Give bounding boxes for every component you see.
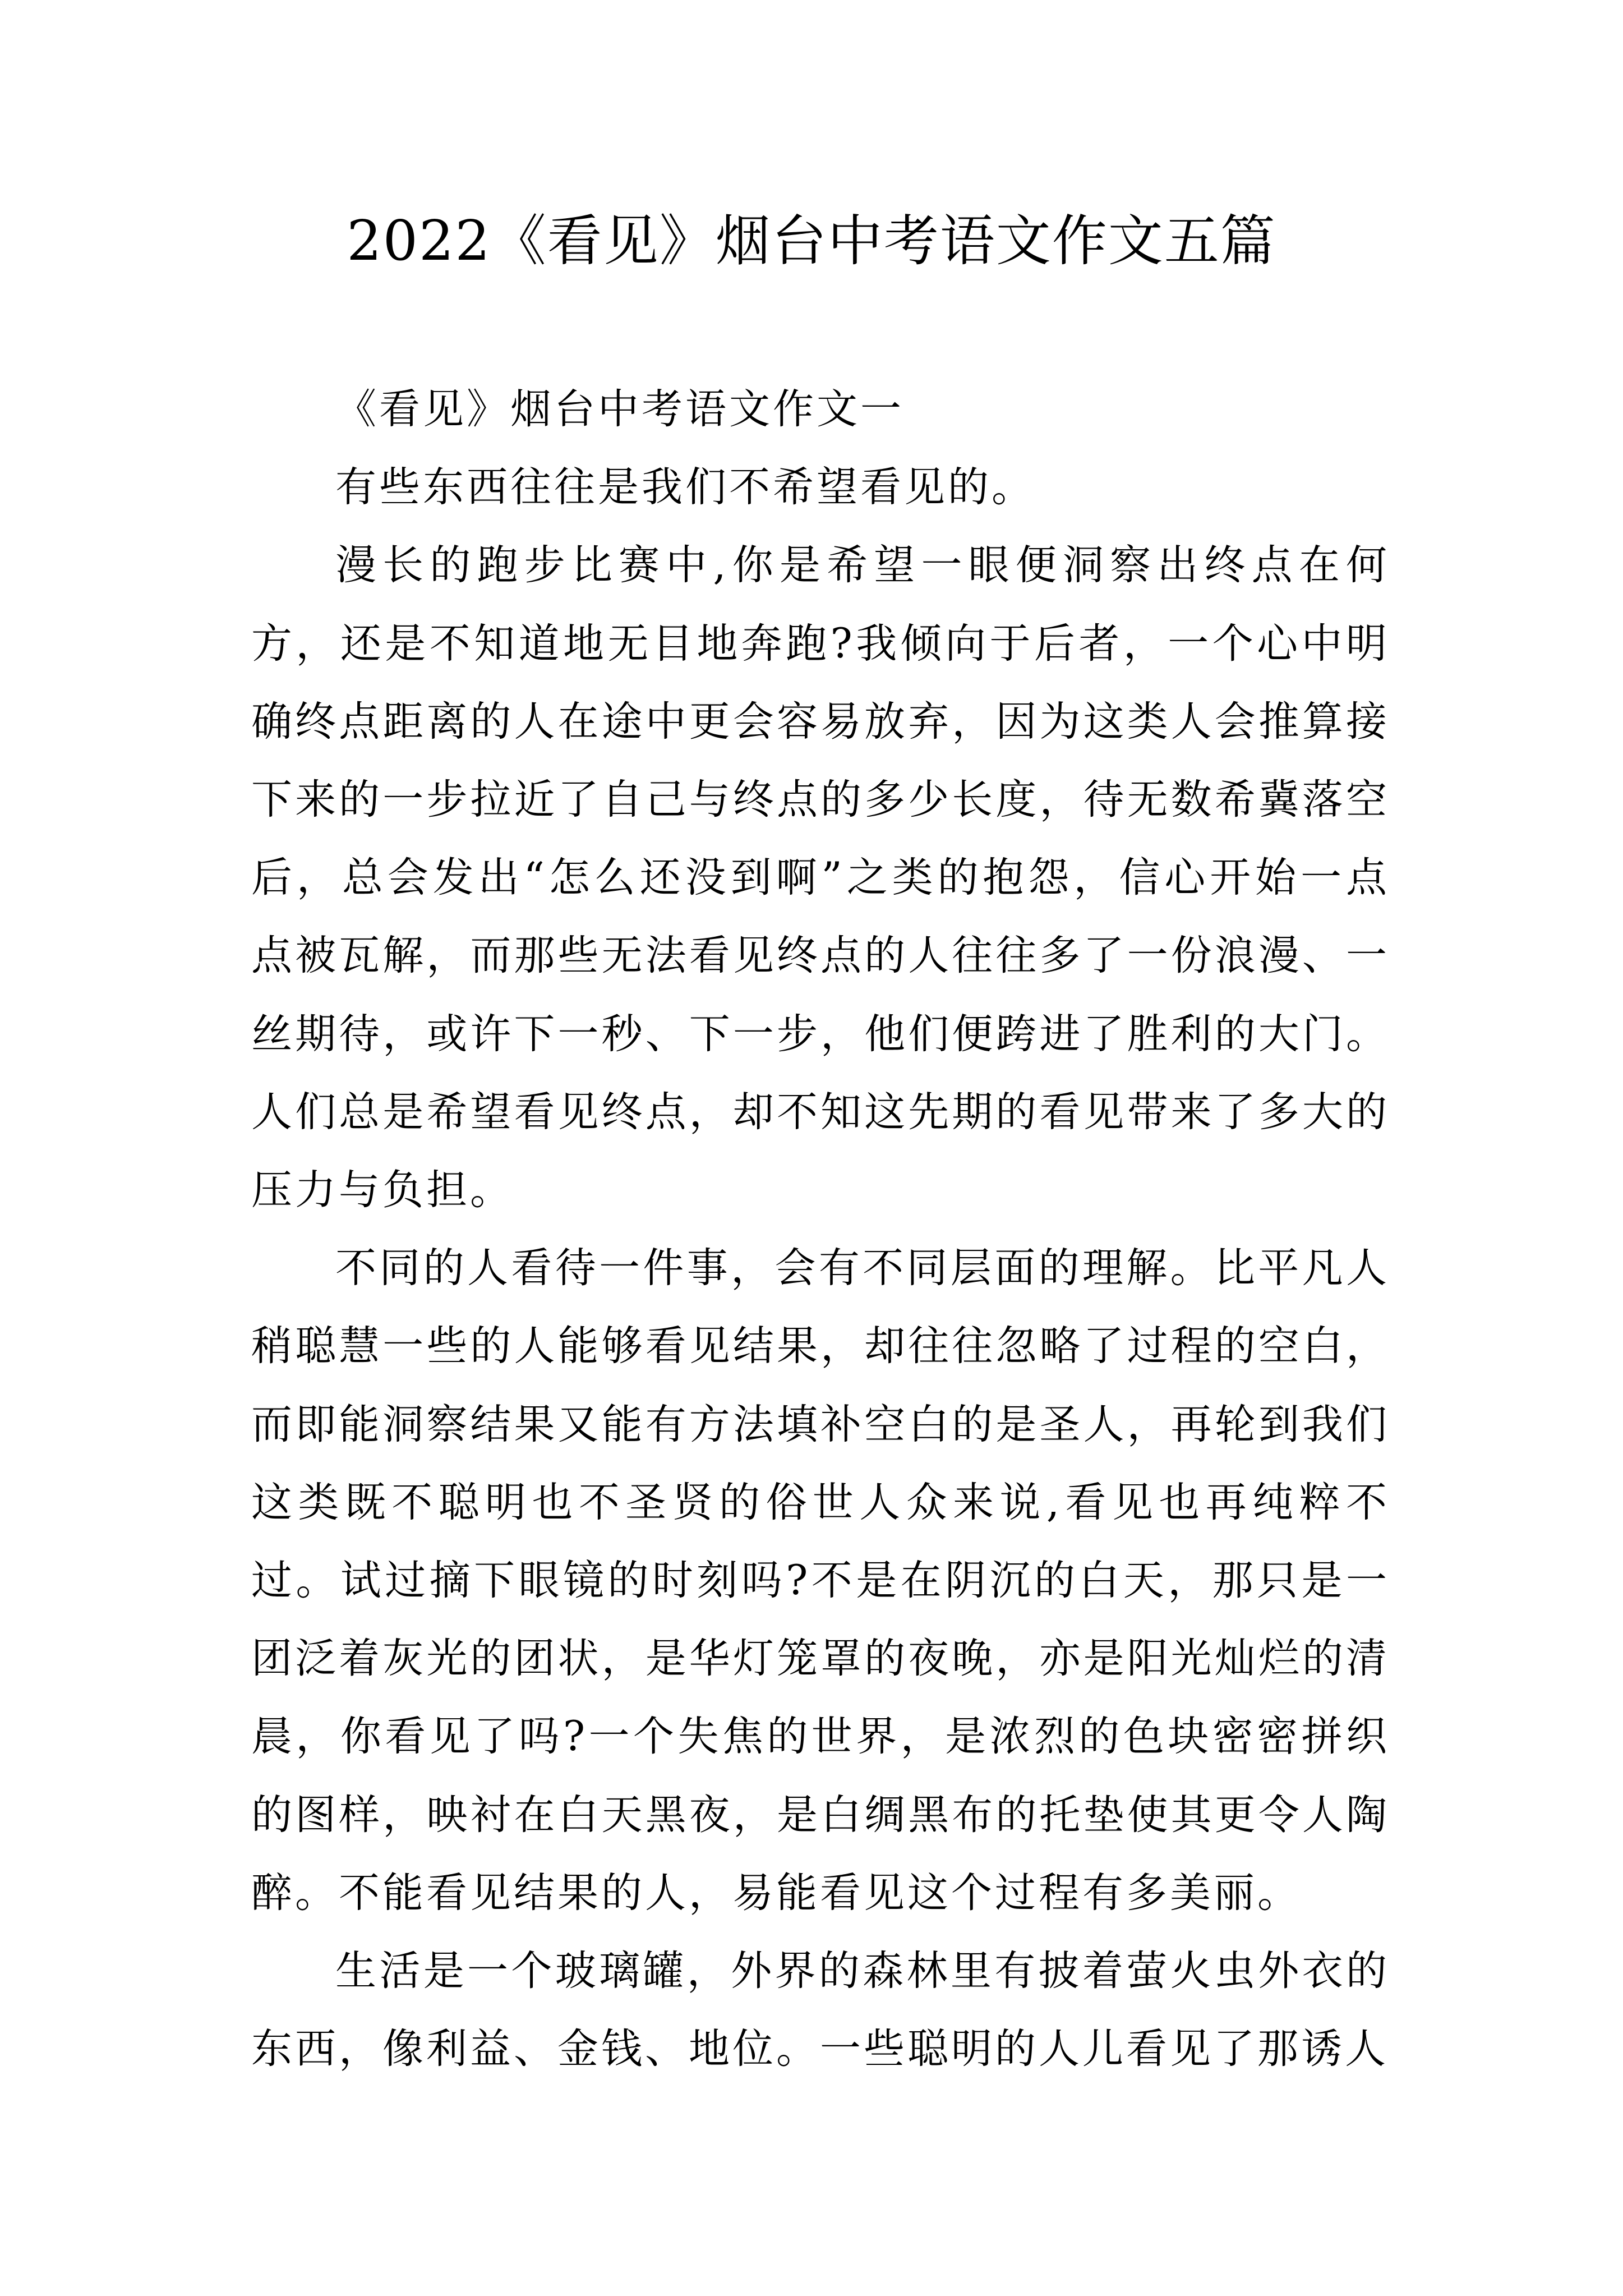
document-body <box>251 370 1390 2088</box>
paragraph: 不同的人看待一件事，会有不同层面的理解。比平凡人稍聪慧一些的人能够看见结果，却往往忽略了过程的空白，而即能洞察结果又能有方法填补空白的是圣人，再轮到我们这类既不聪明也不圣贤的俗世人众来说,看见也再纯粹不过。试过摘下眼镜的时刻吗?不是在阴沉的白天，那只是一团泛着灰光的团状，是华灯笼罩的夜晚，亦是阳光灿烂的清晨，你看见了吗?一个失焦的世界，是浓烈的色块密密拼织的图样，映衬在白天黑夜，是白绸黑布的托垫使其更令人陶醉。不能看见结果的人，易能看见这个过程有多美丽。 <box>251 1244 1390 1917</box>
paragraph: 生活是一个玻璃罐，外界的森林里有披着萤火虫外衣的东西，像利益、金钱、地位。一些聪明的人儿看见了那诱人 <box>251 1947 1390 2073</box>
paragraph: 漫长的跑步比赛中,你是希望一眼便洞察出终点在何方，还是不知道地无目地奔跑?我倾向于后者，一个心中明确终点距离的人在途中更会容易放弃，因为这类人会推算接下来的一步拉近了自己与终点的多少长度，待无数希冀落空后，总会发出“怎么还没到啊”之类的抱怨，信心开始一点点被瓦解，而那些无法看见终点的人往往多了一份浪漫、一丝期待，或许下一秒、下一步，他们便跨进了胜利的大门。人们总是希望看见终点，却不知这先期的看见带来了多大的压力与负担。 <box>251 541 1390 1214</box>
paragraph: 有些东西往往是我们不希望看见的。 <box>335 463 1035 512</box>
document-title: 2022《看见》烟台中考语文作文五篇 <box>347 209 1276 273</box>
essay-heading: 《看见》烟台中考语文作文一 <box>335 385 904 433</box>
